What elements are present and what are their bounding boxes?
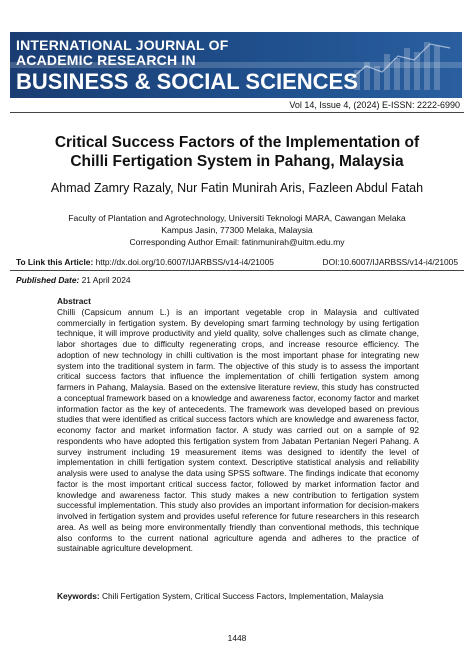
abstract-body: Chilli (Capsicum annum L.) is an important vegetable crop in Malaysia and cultivated commercially in fertigation system. By developing smart farming technology by using fertigation technique, it will improve productivity and yield quality, solve challenges such as climate change, labor shortages due to difficulty regenerating crops, and increase resource efficiency. The adoption of new technology in chilli cultivation is the most important phase for integrating new system into the traditional system in farm. The objective of this study is to assess the important critical success factors that influence the implementation of chilli fertigation system among farmers in Pahang, Malaysia. Based on the extensive literature review, this study has constructed a conceptual framework based on a knowledge and awareness factor, economy factor and market information factor as the key of antecedents. The framework was developed based on previous studies that were identified as critical success factors which are knowledge and awareness factor, economy factor and market information factor. A study was carried out on a sample of 92 respondents who have adopted this fertigation system from Jabatan Pertanian Negeri Pahang. A survey instrument including 19 measurement items was designed to identify the level of implementation in chilli fertigation system context. Descriptive statistical analysis and reliability analysis were used to analyse the data using SPSS software. The findings indicate that economy factor is the most important critical success factor, followed by market information factor and knowledge and awareness factor. This study makes a new contribution to fertigation system successful implementation. This study also provides an important information for decision-makers involved in fertigation system and provides useful reference for future researchers in this research area. As well as being more environmentally friendly than conventional methods, this technique also conforms to the current national agriculture agenda and adheres to the practice of sustainable agriculture development. bbox=[57, 306, 419, 554]
page-number: 1448 bbox=[227, 633, 247, 643]
journal-banner bbox=[10, 32, 462, 98]
corresponding-email: Corresponding Author Email: fatinmunirah@uitm.edu.my bbox=[129, 237, 345, 247]
journal-title-line-3: BUSINESS & SOCIAL SCIENCES bbox=[16, 69, 358, 94]
keywords-line bbox=[57, 591, 419, 601]
issue-info: Vol 14, Issue 4, (2024) E-ISSN: 2222-6990 bbox=[289, 100, 460, 110]
chart-decoration-icon bbox=[346, 36, 456, 94]
keywords-text: Chili Fertigation System, Critical Success Factors, Implementation, Malaysia bbox=[101, 591, 384, 601]
affiliation-address: Kampus Jasin, 77300 Melaka, Malaysia bbox=[161, 225, 313, 235]
author-list: Ahmad Zamry Razaly, Nur Fatin Munirah Aris, Fazleen Abdul Fatah bbox=[50, 181, 424, 195]
abstract-heading: Abstract bbox=[57, 296, 91, 306]
published-date bbox=[16, 275, 131, 285]
published-value: 21 April 2024 bbox=[81, 275, 131, 285]
header-divider bbox=[10, 112, 464, 113]
paper-title: Critical Success Factors of the Implementation of Chilli Fertigation System in Pahang, Malaysia bbox=[54, 134, 420, 170]
article-url-link[interactable]: http://dx.doi.org/10.6007/IJARBSS/v14-i4/21005 bbox=[95, 257, 274, 267]
affiliation-line: Faculty of Plantation and Agrotechnology, Universiti Teknologi MARA, Cawangan Melaka bbox=[68, 213, 406, 223]
keywords-label: Keywords: bbox=[57, 591, 100, 601]
doi-text[interactable]: DOI:10.6007/IJARBSS/v14-i4/21005 bbox=[322, 257, 458, 267]
published-label: Published Date: bbox=[16, 275, 80, 285]
link-divider bbox=[10, 270, 464, 271]
journal-title-line-2: ACADEMIC RESEARCH IN bbox=[16, 52, 196, 68]
affiliation-block bbox=[30, 212, 444, 248]
journal-title-line-1: INTERNATIONAL JOURNAL OF bbox=[16, 37, 229, 53]
abstract-section bbox=[57, 296, 419, 554]
link-label: To Link this Article: bbox=[16, 257, 94, 267]
